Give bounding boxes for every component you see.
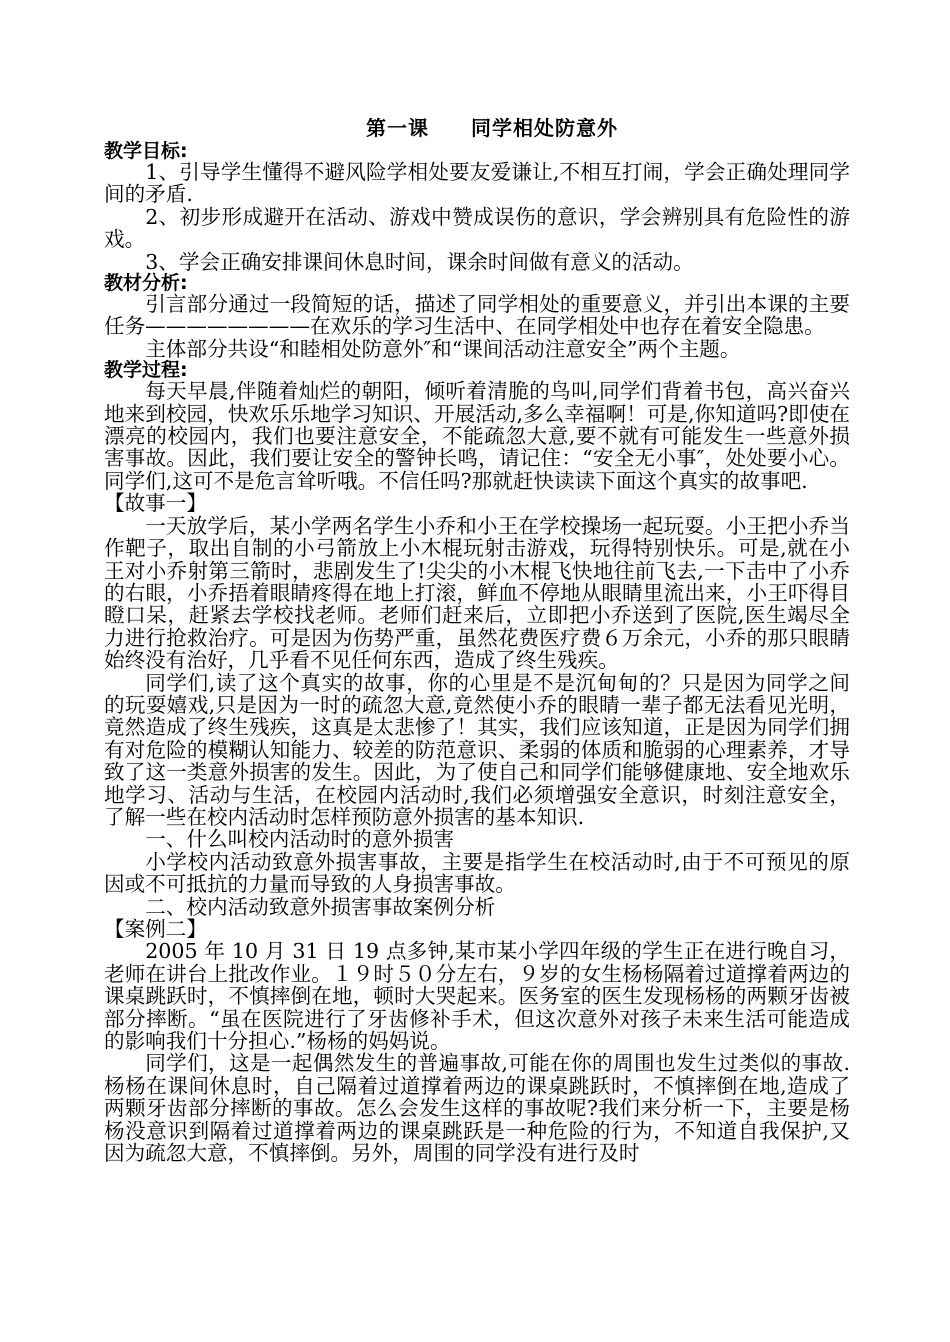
story1-label: 【故事一】 [104,491,207,516]
story1-paragraph: 一天放学后，某小学两名学生小乔和小王在学校操场一起玩耍。小王把小乔当作靶子，取出自制的小弓箭放上小木棍玩射击游戏，玩得特别快乐。可是,就在小王对小乔射第三箭时，悲剧发生了!尖尖的小木棍飞快地往前飞去,一下击中了小乔的右眼，小乔捂着眼睛疼得在地上打滚，鲜血不停地从眼睛里流出来，小王吓得目瞪口呆，赶紧去学校找老师。老师们赶来后，立即把小乔送到了医院,医生竭尽全力进行抢救治疗。可是因为伤势严重，虽然花费医疗费６万余元，小乔的那只眼睛始终没有治好，几乎看不见任何东西，造成了终生残疾。 [104,513,850,673]
case2-paragraph: 2005 年 10 月 31 日 19 点多钟,某市某小学四年级的学生正在进行晚自习，老师在讲台上批改作业。１９时５０分左右，９岁的女生杨杨隔着过道撑着两边的课桌跳跃时，不慎摔倒在地，顿时大哭起来。医务室的医生发现杨杨的两颗牙齿被部分摔断。“虽在医院进行了牙齿修补手术，但这次意外对孩子未来生活可能造成的影响我们十分担心.”杨杨的妈妈说。 [104,939,850,1054]
goal-item: 3、学会正确安排课间休息时间，课余时间做有意义的活动。 [145,249,694,274]
intro-paragraph: 每天早晨,伴随着灿烂的朝阳，倾听着清脆的鸟叫,同学们背着书包，高兴奋兴地来到校园，快欢乐乐地学习知识、开展活动,多么幸福啊！可是,你知道吗?即使在漂亮的校园内，我们也要注意安全，不能疏忽大意,要不就有可能发生一些意外损害事故。因此，我们要让安全的警钟长鸣，请记住：“安全无小事″，处处要小心。同学们,这可不是危言耸听哦。不信任吗?那就赶快读读下面这个真实的故事吧. [104,379,850,493]
lesson-title: 第一课 同学相处防意外 [366,116,618,140]
section2-title: 二、校内活动致意外损害事故案例分析 [145,894,496,919]
document-page [104,115,850,1164]
analysis2-paragraph: 同学们，这是一起偶然发生的普遍事故,可能在你的周围也发生过类似的事故.杨杨在课间休息时，自己隔着过道撑着两边的课桌跳跃时，不慎摔倒在地,造成了两颗牙齿部分摔断的事故。怎么会发生这样的事故呢?我们来分析一下，主要是杨杨没意识到隔着过道撑着两边的课桌跳跃是一种危险的行为，不知道自我保护,又因为疏忽大意，不慎摔倒。另外，周围的同学没有进行及时 [104,1051,850,1166]
analysis-paragraph: 主体部分共设“和睦相处防意外″和“课间活动注意安全”两个主题。 [145,336,741,361]
section1-paragraph: 小学校内活动致意外损害事故，主要是指学生在校活动时,由于不可预见的原因或不可抵抗的力量而导致的人身损害事故。 [104,849,850,897]
goal-item: 1、引导学生懂得不避风险学相处要友爱谦让,不相互打闹，学会正确处理同学间的矛盾. [104,160,850,207]
heading-material-analysis: 教材分析: [104,272,188,295]
section1-title: 一、什么叫校内活动时的意外损害 [145,827,455,852]
goal-item: 2、初步形成避开在活动、游戏中赞成误伤的意识，学会辨别具有危险性的游戏。 [104,204,850,252]
case2-label: 【案例二】 [104,917,207,941]
analysis-paragraph: 引言部分通过一段简短的话，描述了同学相处的重要意义，并引出本课的主要任务————————在欢乐的学习生活中、在同学相处中也存在着安全隐患。 [104,292,850,339]
reflection-paragraph: 同学们,读了这个真实的故事，你的心里是不是沉甸甸的？只是因为同学之间的玩耍嬉戏,只是因为一时的疏忽大意,竟然使小乔的眼睛一辈子都无法看见光明，竟然造成了终生残疾，这真是太悲惨了！其实，我们应该知道，正是因为同学们拥有对危险的模糊认知能力、较差的防范意识、柔弱的体质和脆弱的心理素养，才导致了这一类意外损害的发生。因此，为了使自己和同学们能够健康地、安全地欢乐地学习、活动与生活，在校园内活动时,我们必须增强安全意识，时刻注意安全，了解一些在校内活动时怎样预防意外损害的基本知识. [104,670,850,829]
heading-teaching-process: 教学过程: [104,359,188,382]
heading-teaching-goals: 教学目标: [104,140,188,162]
